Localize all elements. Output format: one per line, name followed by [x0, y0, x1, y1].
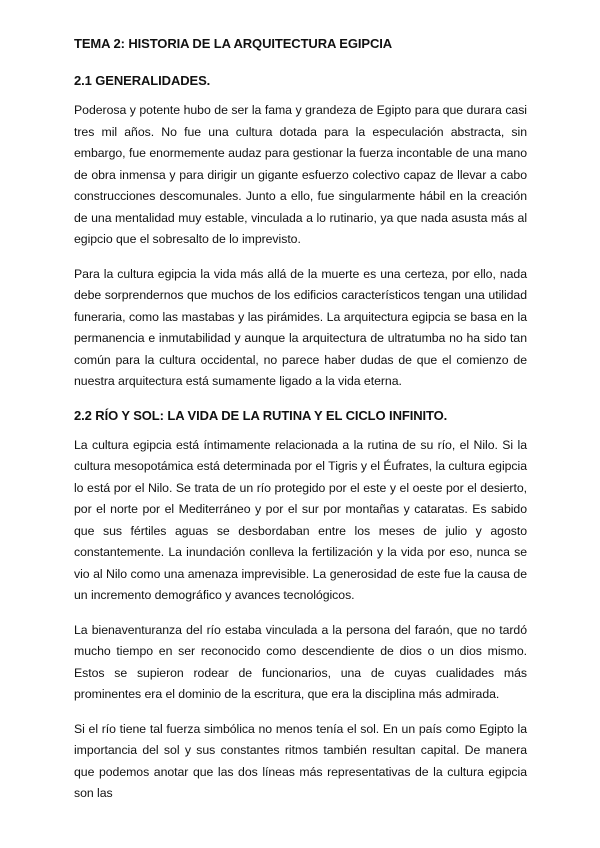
- paragraph: Si el río tiene tal fuerza simbólica no menos tenía el sol. En un país como Egipto la importancia del sol y sus constantes ritmos también resultan capital. De manera que podemos anotar que las dos líneas más representativas de la cultura egipcia son las: [74, 721, 527, 800]
- paragraph: La bienaventuranza del río estaba vinculada a la persona del faraón, que no tardó mucho tiempo en ser reconocido como descendiente de dios o un dios mismo. Estos se supieron rodear de funcionarios, una de cuyas cualidades más prominentes era el dominio de la escritura, que era la disciplina más admirada.: [74, 622, 527, 701]
- section-heading-rio-y-sol: 2.2 RÍO Y SOL: LA VIDA DE LA RUTINA Y EL CICLO INFINITO.: [74, 407, 448, 423]
- document-title: TEMA 2: HISTORIA DE LA ARQUITECTURA EGIPCIA: [74, 36, 393, 51]
- paragraph: La cultura egipcia está íntimamente relacionada a la rutina de su río, el Nilo. Si la cultura mesopotámica está determinada por el Tigris y el Éufrates, la cultura egipcia lo está por el Nilo. Se trata de un río protegido por el este y el oeste por el desierto, por el norte por el Mediterráneo y por el sur por montañas y cataratas. Es sabido que sus fértiles aguas se desbordaban entre los meses de julio y agosto constantemente. La inundación conlleva la fertilización y la vida por eso, nunca se vio al Nilo como una amenaza imprevisible. La generosidad de este fue la causa de un incremento demográfico y avances tecnológicos.: [74, 437, 527, 602]
- document-page: [74, 34, 527, 805]
- paragraph: Poderosa y potente hubo de ser la fama y grandeza de Egipto para que durara casi tres mil años. No fue una cultura dotada para la especulación abstracta, sin embargo, fue enormemente audaz para gestionar la fuerza incontable de una mano de obra inmensa y para dirigir un gigante esfuerzo colectivo capaz de llevar a cabo construcciones descomunales. Junto a ello, fue singularmente hábil en la creación de una mentalidad muy estable, vinculada a lo rutinario, ya que nada asusta más al egipcio que el sobresalto de lo imprevisto.: [74, 103, 527, 246]
- paragraph: Para la cultura egipcia la vida más allá de la muerte es una certeza, por ello, nada debe sorprendernos que muchos de los edificios característicos tengan una utilidad funeraria, como las mastabas y las pirámides. La arquitectura egipcia se basa en la permanencia e inmutabilidad y aunque la arquitectura de ultratumba no ha sido tan común para la cultura occidental, no parece haber dudas de que el comienzo de nuestra arquitectura está sumamente ligado a la vida eterna.: [74, 266, 527, 388]
- section-heading-generalidades: 2.1 GENERALIDADES.: [74, 73, 211, 88]
